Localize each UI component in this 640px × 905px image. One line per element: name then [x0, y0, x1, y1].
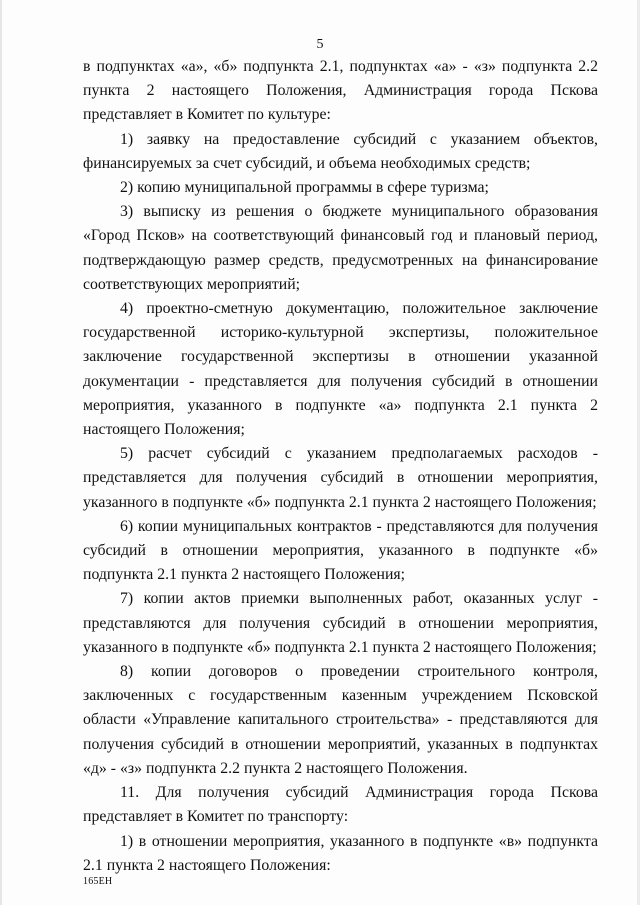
paragraph-item-1: 1) заявку на предоставление субсидий с указанием объектов, финансируемых за счет субсидий, и объема необходимых средств; — [83, 130, 598, 172]
paragraph-item-3: 3) выписку из решения о бюджете муниципального образования «Город Псков» на соответствующий финансовый год и плановый период, подтверждающую размер средств, предусмотренных на финансирование соответствующих мероприятий; — [83, 203, 598, 293]
paragraph-item-8: 8) копии договоров о проведении строительного контроля, заключенных с государственным казенным учреждением Псковской области «Управление капитального строительства» - представляются для получения субсидий в отношении мероприятий, указанных в подпунктах «д» - «з» подпункта 2.2 пункта 2 настоящего Положения. — [83, 663, 598, 777]
paragraph-section-11-item-1: 1) в отношении мероприятия, указанного в подпункте «в» подпункта 2.1 пункта 2 настоящего Положения: — [83, 832, 598, 874]
scan-edge-left — [0, 0, 2, 905]
paragraph-item-5: 5) расчет субсидий с указанием предполагаемых расходов - представляется для получения субсидий в отношении мероприятия, указанного в подпункте «б» подпункта 2.1 пункта 2 настоящего Положения; — [83, 445, 598, 511]
footer-document-code: 165ЕН — [83, 876, 113, 887]
paragraph-item-6: 6) копии муниципальных контрактов - представляются для получения субсидий в отношении мероприятия, указанного в подпункте «б» подпункта 2.1 пункта 2 настоящего Положения; — [83, 517, 598, 584]
document-body — [83, 55, 598, 878]
page-number: 5 — [316, 37, 324, 52]
paragraph-item-4: 4) проектно-сметную документацию, положительное заключение государственной историко-культурной экспертизы, положительное заключение государственной экспертизы в отношении указанной документации - представляется для получения субсидий в отношении мероприятия, указанного в подпункте «а» подпункта 2.1 пункта 2 настоящего Положения; — [83, 300, 598, 439]
paragraph-item-2: 2) копию муниципальной программы в сфере туризма; — [120, 179, 489, 197]
paragraph-section-11: 11. Для получения субсидий Администрация города Пскова представляет в Комитет по транспорту: — [83, 784, 598, 826]
paragraph-continuation: в подпунктах «а», «б» подпункта 2.1, подпунктах «а» - «з» подпункта 2.2 пункта 2 настоящего Положения, Администрация города Пскова представляет в Комитет по культуре: — [83, 58, 598, 124]
paragraph-item-7: 7) копии актов приемки выполненных работ, оказанных услуг - представляются для получения субсидий в отношении мероприятия, указанного в подпункте «б» подпункта 2.1 пункта 2 настоящего Положения; — [83, 590, 598, 656]
